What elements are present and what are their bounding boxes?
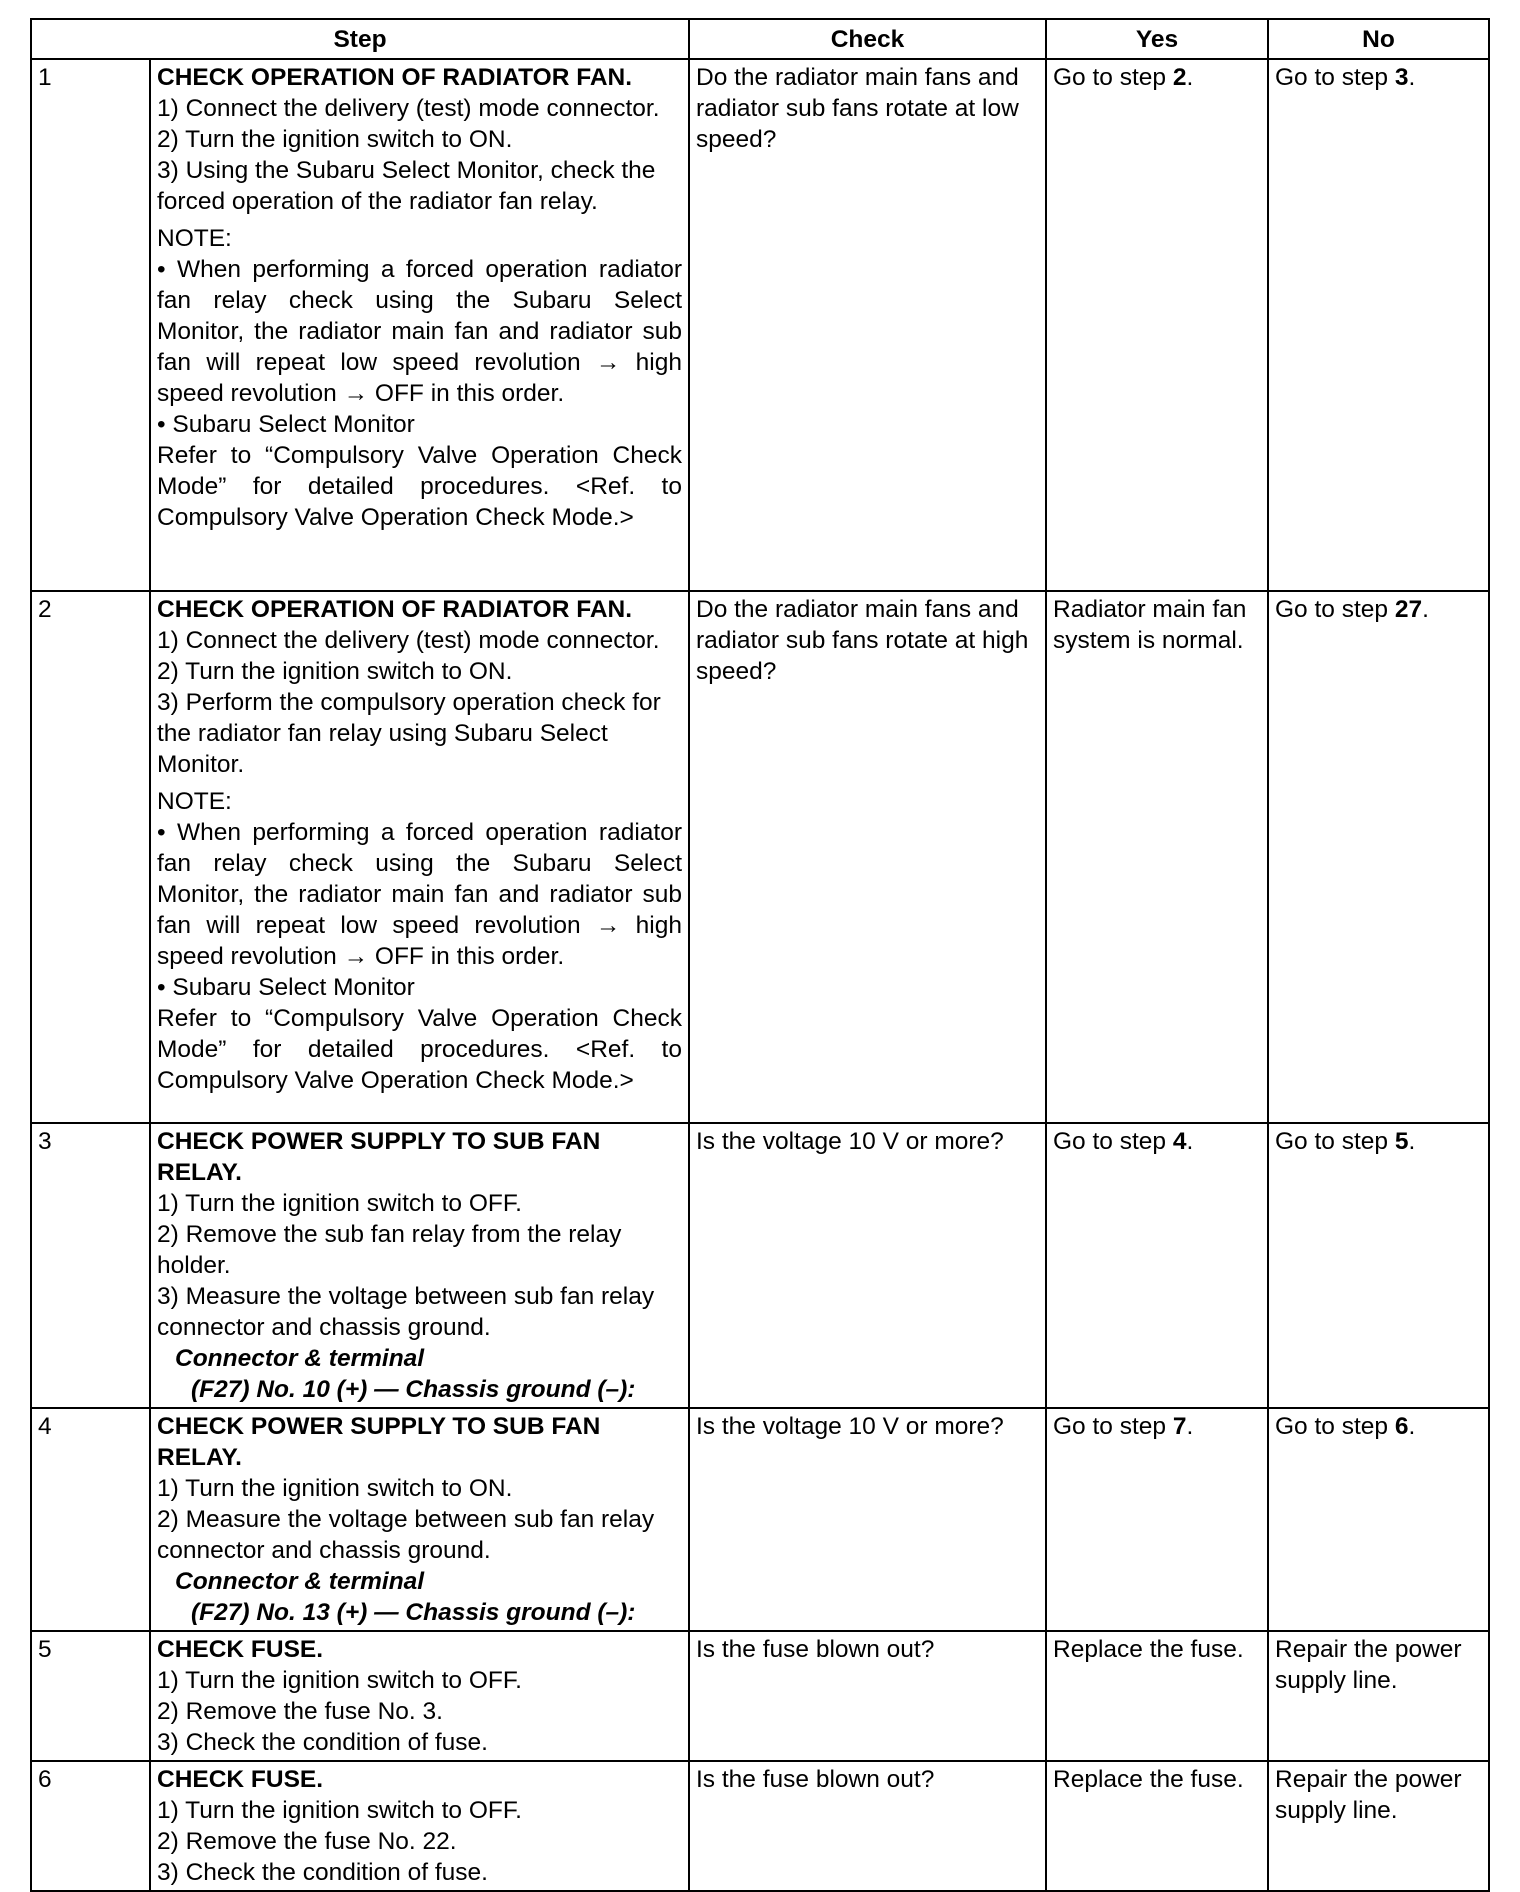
step-number: 4: [31, 1408, 150, 1631]
step-instruction: 3) Perform the compulsory operation check for the radiator fan relay using Subaru Select Monitor.: [157, 689, 661, 778]
yes-action: Replace the fuse.: [1046, 1631, 1268, 1761]
column-header-no: No: [1268, 19, 1489, 59]
reference-text: Refer to “Compulsory Valve Operation Check Mode” for detailed procedures. <Ref. to Compulsory Valve Operation Check Mode.>: [157, 1005, 682, 1094]
step-number: 6: [31, 1761, 150, 1891]
step-instruction: 2) Remove the fuse No. 22.: [157, 1828, 457, 1855]
step-instruction: 1) Connect the delivery (test) mode connector.: [157, 627, 660, 654]
no-action: Repair the power supply line.: [1268, 1761, 1489, 1891]
connector-terminal-value: (F27) No. 13 (+) — Chassis ground (–):: [191, 1599, 636, 1626]
no-action: Go to step 5.: [1268, 1123, 1489, 1408]
column-header-check: Check: [689, 19, 1046, 59]
step-link: 27: [1394, 596, 1423, 623]
check-question: Is the fuse blown out?: [689, 1631, 1046, 1761]
note-text: • Subaru Select Monitor: [157, 974, 415, 1001]
step-content: [150, 1408, 689, 1631]
column-header-yes: Yes: [1046, 19, 1268, 59]
step-instruction: 1) Turn the ignition switch to OFF.: [157, 1797, 522, 1824]
no-action: Go to step 27.: [1268, 591, 1489, 1123]
note-text: • Subaru Select Monitor: [157, 411, 415, 438]
step-number: 3: [31, 1123, 150, 1408]
step-instruction: 2) Remove the fuse No. 3.: [157, 1698, 443, 1725]
step-instruction: 3) Using the Subaru Select Monitor, check the forced operation of the radiator fan relay.: [157, 157, 656, 215]
note-text: • When performing a forced operation radiator fan relay check using the Subaru Select Monitor, the radiator main fan and radiator sub fan will repeat low speed revolution → high speed revolution → OFF in this order.: [157, 256, 682, 407]
note-text: • When performing a forced operation radiator fan relay check using the Subaru Select Monitor, the radiator main fan and radiator sub fan will repeat low speed revolution → high speed revolution → OFF in this order.: [157, 819, 682, 970]
table-header-row: [31, 19, 1489, 59]
step-instruction: 1) Connect the delivery (test) mode connector.: [157, 95, 660, 122]
check-question: Do the radiator main fans and radiator sub fans rotate at low speed?: [689, 59, 1046, 591]
step-instruction: 2) Turn the ignition switch to ON.: [157, 658, 513, 685]
check-question: Is the voltage 10 V or more?: [689, 1408, 1046, 1631]
step-instruction: 1) Turn the ignition switch to OFF.: [157, 1667, 522, 1694]
step-title: CHECK FUSE.: [157, 1766, 324, 1793]
step-instruction: 3) Check the condition of fuse.: [157, 1859, 488, 1886]
step-content: [150, 59, 689, 591]
no-action: Go to step 6.: [1268, 1408, 1489, 1631]
check-question: Is the voltage 10 V or more?: [689, 1123, 1046, 1408]
step-instruction: 2) Turn the ignition switch to ON.: [157, 126, 513, 153]
check-question: Is the fuse blown out?: [689, 1761, 1046, 1891]
connector-terminal-label: Connector & terminal: [175, 1345, 425, 1372]
yes-action: Go to step 4.: [1046, 1123, 1268, 1408]
step-instruction: 1) Turn the ignition switch to ON.: [157, 1475, 513, 1502]
check-question: Do the radiator main fans and radiator sub fans rotate at high speed?: [689, 591, 1046, 1123]
step-link: 3: [1394, 64, 1409, 91]
step-content: [150, 1761, 689, 1891]
step-number: 2: [31, 591, 150, 1123]
yes-action: Replace the fuse.: [1046, 1761, 1268, 1891]
table-row: [31, 1408, 1489, 1631]
step-content: [150, 1631, 689, 1761]
table-row: [31, 1631, 1489, 1761]
step-link: 7: [1172, 1413, 1187, 1440]
step-title: CHECK FUSE.: [157, 1636, 324, 1663]
step-instruction: 3) Check the condition of fuse.: [157, 1729, 488, 1756]
step-instruction: 2) Measure the voltage between sub fan relay connector and chassis ground.: [157, 1506, 655, 1564]
connector-terminal-value: (F27) No. 10 (+) — Chassis ground (–):: [191, 1376, 636, 1403]
step-link: 2: [1172, 64, 1187, 91]
yes-action: Go to step 7.: [1046, 1408, 1268, 1631]
note-label: NOTE:: [157, 788, 232, 815]
step-number: 5: [31, 1631, 150, 1761]
step-content: [150, 591, 689, 1123]
reference-text: Refer to “Compulsory Valve Operation Check Mode” for detailed procedures. <Ref. to Compulsory Valve Operation Check Mode.>: [157, 442, 682, 531]
diagnostic-procedure-table: [30, 18, 1490, 1892]
step-instruction: 1) Turn the ignition switch to OFF.: [157, 1190, 522, 1217]
yes-action: Radiator main fan system is normal.: [1046, 591, 1268, 1123]
step-title: CHECK POWER SUPPLY TO SUB FAN RELAY.: [157, 1128, 601, 1186]
step-title: CHECK OPERATION OF RADIATOR FAN.: [157, 596, 633, 623]
step-link: 6: [1394, 1413, 1409, 1440]
table-row: [31, 1123, 1489, 1408]
step-instruction: 3) Measure the voltage between sub fan relay connector and chassis ground.: [157, 1283, 655, 1341]
yes-action: Go to step 2.: [1046, 59, 1268, 591]
column-header-step: Step: [31, 19, 689, 59]
connector-terminal-label: Connector & terminal: [175, 1568, 425, 1595]
step-link: 4: [1172, 1128, 1187, 1155]
step-title: CHECK OPERATION OF RADIATOR FAN.: [157, 64, 633, 91]
step-number: 1: [31, 59, 150, 591]
no-action: Go to step 3.: [1268, 59, 1489, 591]
table-row: [31, 59, 1489, 591]
note-label: NOTE:: [157, 225, 232, 252]
step-instruction: 2) Remove the sub fan relay from the relay holder.: [157, 1221, 622, 1279]
step-link: 5: [1394, 1128, 1409, 1155]
no-action: Repair the power supply line.: [1268, 1631, 1489, 1761]
step-title: CHECK POWER SUPPLY TO SUB FAN RELAY.: [157, 1413, 601, 1471]
table-row: [31, 1761, 1489, 1891]
step-content: [150, 1123, 689, 1408]
table-row: [31, 591, 1489, 1123]
